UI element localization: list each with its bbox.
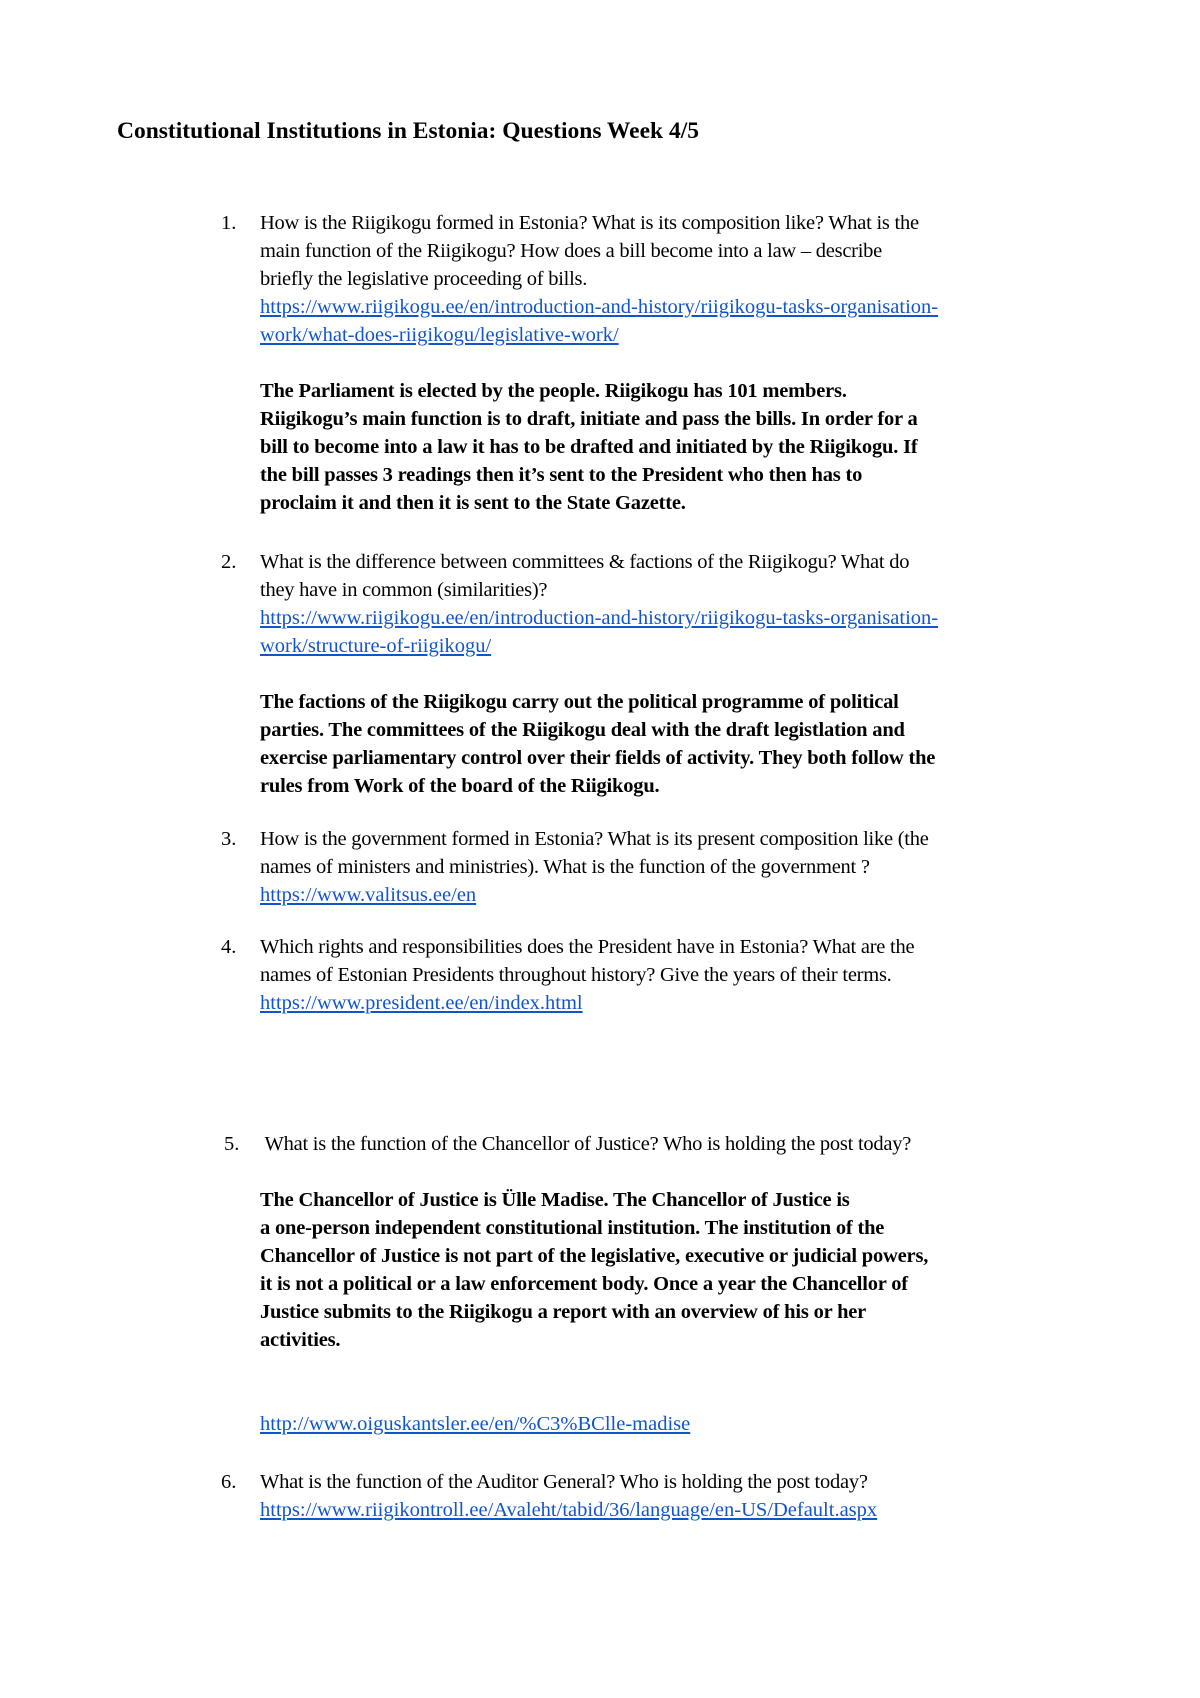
question-line: What is the function of the Chancellor of Justice? Who is holding the post today?: [260, 1133, 912, 1155]
question-number: 3.: [221, 828, 237, 850]
answer-text: [260, 688, 1100, 800]
answer-line: activities.: [260, 1329, 341, 1351]
question-line: briefly the legislative proceeding of bills.: [260, 268, 588, 290]
answer-text: [260, 377, 1100, 517]
question-line: Which rights and responsibilities does the President have in Estonia? What are the: [260, 936, 915, 958]
question-line: main function of the Riigikogu? How does a bill become into a law – describe: [260, 240, 883, 262]
document-title: Constitutional Institutions in Estonia: Questions Week 4/5: [117, 118, 699, 144]
question-number: 6.: [221, 1471, 237, 1493]
question-line: names of ministers and ministries). What is the function of the government ?: [260, 856, 870, 878]
answer-line: proclaim it and then it is sent to the State Gazette.: [260, 492, 686, 514]
answer-line: Justice submits to the Riigikogu a report with an overview of his or her: [260, 1301, 867, 1323]
reference-link[interactable]: [260, 604, 1100, 660]
link-line[interactable]: https://www.riigikontroll.ee/Avaleht/tabid/36/language/en-US/Default.aspx: [260, 1499, 878, 1521]
answer-line: Riigikogu’s main function is to draft, initiate and pass the bills. In order for a: [260, 408, 918, 430]
answer-text: [260, 1186, 1100, 1354]
answer-line: The Chancellor of Justice is Ülle Madise. The Chancellor of Justice is: [260, 1189, 850, 1211]
reference-link[interactable]: [260, 989, 1100, 1017]
question-body: [260, 1130, 1100, 1438]
question-number: 4.: [221, 936, 237, 958]
answer-line: parties. The committees of the Riigikogu deal with the draft legistlation and: [260, 719, 905, 741]
question-number: 1.: [221, 212, 237, 234]
answer-line: the bill passes 3 readings then it’s sent to the President who then has to: [260, 464, 863, 486]
link-line[interactable]: https://www.riigikogu.ee/en/introduction-and-history/riigikogu-tasks-organisation-: [260, 296, 939, 318]
reference-link[interactable]: [260, 1496, 1100, 1524]
answer-line: bill to become into a law it has to be drafted and initiated by the Riigikogu. If: [260, 436, 918, 458]
question-text: [260, 548, 1100, 604]
answer-line: exercise parliamentary control over their fields of activity. They both follow the: [260, 747, 936, 769]
reference-link[interactable]: [260, 293, 1100, 349]
link-line[interactable]: https://www.president.ee/en/index.html: [260, 992, 583, 1014]
question-text: [260, 825, 1100, 881]
question-body: [260, 209, 1100, 517]
reference-link[interactable]: [260, 881, 1100, 909]
answer-line: it is not a political or a law enforcement body. Once a year the Chancellor of: [260, 1273, 908, 1295]
question-body: [260, 1468, 1100, 1524]
reference-link[interactable]: [260, 1410, 1100, 1438]
question-number: 2.: [221, 551, 237, 573]
link-line[interactable]: https://www.valitsus.ee/en: [260, 884, 477, 906]
question-text: [260, 209, 1100, 293]
link-line[interactable]: work/what-does-riigikogu/legislative-work/: [260, 324, 619, 346]
question-body: [260, 825, 1100, 909]
question-line: How is the Riigikogu formed in Estonia? What is its composition like? What is the: [260, 212, 919, 234]
answer-line: The factions of the Riigikogu carry out the political programme of political: [260, 691, 899, 713]
answer-line: rules from Work of the board of the Riigikogu.: [260, 775, 660, 797]
link-line[interactable]: https://www.riigikogu.ee/en/introduction-and-history/riigikogu-tasks-organisation-: [260, 607, 939, 629]
question-line: What is the function of the Auditor General? Who is holding the post today?: [260, 1471, 868, 1493]
link-line[interactable]: work/structure-of-riigikogu/: [260, 635, 492, 657]
question-text: [260, 1130, 1100, 1158]
answer-line: The Parliament is elected by the people. Riigikogu has 101 members.: [260, 380, 847, 402]
question-line: How is the government formed in Estonia? What is its present composition like (the: [260, 828, 929, 850]
question-number: 5.: [224, 1133, 240, 1155]
question-text: [260, 933, 1100, 989]
answer-line: Chancellor of Justice is not part of the legislative, executive or judicial powers,: [260, 1245, 929, 1267]
question-body: [260, 548, 1100, 800]
question-body: [260, 933, 1100, 1017]
answer-line: a one-person independent constitutional institution. The institution of the: [260, 1217, 885, 1239]
question-line: What is the difference between committees & factions of the Riigikogu? What do: [260, 551, 910, 573]
link-line[interactable]: http://www.oiguskantsler.ee/en/%C3%BClle-madise: [260, 1413, 691, 1435]
question-line: they have in common (similarities)?: [260, 579, 548, 601]
question-line: names of Estonian Presidents throughout history? Give the years of their terms.: [260, 964, 892, 986]
question-text: [260, 1468, 1100, 1496]
